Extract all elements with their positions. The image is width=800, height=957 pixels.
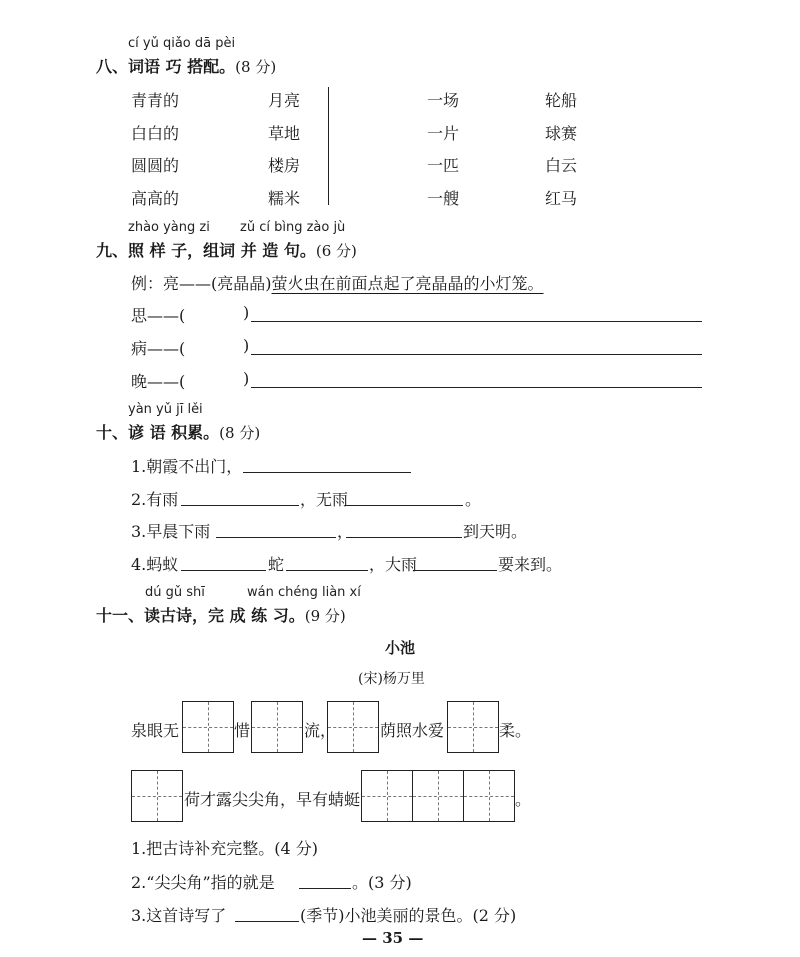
poem-grid-box[interactable] (463, 770, 515, 822)
poem-line1-a: 泉眼无 (131, 721, 180, 740)
poem-q2-blank[interactable] (299, 888, 351, 889)
word[interactable]: 一场 (427, 91, 460, 110)
word[interactable]: 高高的 (131, 189, 180, 208)
word[interactable]: 一片 (427, 124, 460, 143)
poem-author: (宋)杨万里 (358, 671, 425, 687)
poem-line1-b: 惜 (234, 721, 251, 740)
proverb-q4-blank1[interactable] (181, 570, 266, 571)
poem-grid-box[interactable] (182, 701, 234, 753)
poem-title: 小池 (385, 639, 416, 657)
section9-title: 九、照 样 子，组词 并 造 句。 (96, 241, 316, 260)
proverb-q4a: 4.蚂蚁 (131, 555, 179, 574)
proverb-q1-blank[interactable] (243, 472, 411, 473)
proverb-q3c: 到天明。 (463, 522, 528, 541)
section9-points: (6 分) (315, 242, 357, 260)
item-wan-sentence-blank[interactable] (251, 387, 702, 388)
proverb-q4c: ，大雨 (369, 555, 418, 574)
poem-line1-c: 流， (304, 721, 337, 740)
section10-title: 十、谚 语 积累。 (96, 423, 220, 442)
poem-line2-a: 荷才露尖尖角，早有蜻蜓 (184, 790, 361, 809)
section8-pinyin: cí yǔ qiǎo dā pèi (128, 36, 236, 51)
word[interactable]: 球赛 (545, 124, 578, 143)
proverb-q2-blank2[interactable] (346, 505, 463, 506)
proverb-q2a: 2.有雨 (131, 490, 179, 509)
section10-pinyin: yàn yǔ jī lěi (128, 402, 203, 417)
item-si-sentence-blank[interactable] (251, 321, 702, 322)
poem-line2-b: 。 (515, 790, 532, 809)
section11-points: (9 分) (304, 607, 346, 625)
poem-grid-box[interactable] (447, 701, 499, 753)
section10-heading (96, 420, 260, 443)
item-wan-close: ) (243, 369, 250, 388)
section11-pinyin2: wán chéng liàn xí (247, 585, 361, 600)
section8-heading (96, 54, 276, 77)
example-line (131, 271, 544, 294)
section9-pinyin1: zhào yàng zi (128, 220, 210, 235)
section11-heading (96, 603, 346, 626)
section11-title: 十一、读古诗，完 成 练 习。 (96, 606, 305, 625)
section9-heading (96, 238, 357, 261)
example-prefix: 例：亮—— (131, 274, 212, 293)
example-word: (亮晶晶) (211, 274, 272, 293)
word[interactable]: 草地 (268, 124, 301, 143)
word[interactable]: 一艘 (427, 189, 460, 208)
poem-q2b: 。(3 分) (352, 873, 412, 892)
section11-pinyin1: dú gǔ shī (145, 585, 205, 600)
proverb-q2-blank1[interactable] (181, 505, 299, 506)
word[interactable]: 红马 (545, 189, 578, 208)
poem-line1-d: 荫照水爱 (380, 721, 445, 740)
section8-title: 八、词语 巧 搭配。 (96, 57, 236, 76)
poem-grid-box[interactable] (412, 770, 464, 822)
word[interactable]: 楼房 (268, 156, 301, 175)
proverb-q4-blank3[interactable] (413, 570, 497, 571)
poem-grid-box[interactable] (361, 770, 413, 822)
poem-grid-box[interactable] (251, 701, 303, 753)
word[interactable]: 青青的 (131, 91, 180, 110)
item-si-close: ) (243, 303, 250, 322)
proverb-q4d: 要来到。 (498, 555, 563, 574)
section10-points: (8 分) (219, 424, 261, 442)
item-bing-sentence-blank[interactable] (251, 354, 702, 355)
match-divider (328, 87, 329, 205)
poem-grid-box[interactable] (131, 770, 183, 822)
example-sentence: 萤火虫在前面点起了亮晶晶的小灯笼。 (271, 274, 544, 293)
proverb-q4-blank2[interactable] (286, 570, 368, 571)
poem-q1: 1.把古诗补充完整。(4 分) (131, 839, 319, 858)
word[interactable]: 白白的 (131, 124, 180, 143)
section9-pinyin2: zǔ cí bìng zào jù (240, 220, 346, 235)
poem-q3a: 3.这首诗写了 (131, 906, 227, 925)
proverb-q1: 1.朝霞不出门， (131, 457, 243, 476)
proverb-q2c: 。 (465, 490, 482, 509)
word[interactable]: 圆圆的 (131, 156, 180, 175)
proverb-q3a: 3.早晨下雨 (131, 522, 211, 541)
proverb-q3-blank2[interactable] (346, 537, 462, 538)
word[interactable]: 月亮 (268, 91, 301, 110)
proverb-q3-blank1[interactable] (216, 537, 336, 538)
poem-grid-box[interactable] (327, 701, 379, 753)
item-bing-char: 病——( (131, 339, 186, 358)
poem-q3-blank[interactable] (235, 921, 299, 922)
item-bing-close: ) (243, 336, 250, 355)
poem-line1-e: 柔。 (499, 721, 532, 740)
word[interactable]: 白云 (545, 156, 578, 175)
word[interactable]: 糯米 (268, 189, 301, 208)
word[interactable]: 一匹 (427, 156, 460, 175)
poem-q3b: (季节)小池美丽的景色。(2 分) (300, 906, 517, 925)
section8-points: (8 分) (235, 58, 277, 76)
proverb-q4b: 蛇 (268, 555, 285, 574)
proverb-q3b: ， (337, 522, 354, 541)
proverb-q2b: ，无雨 (300, 490, 349, 509)
item-wan-char: 晚——( (131, 372, 186, 391)
page-number: — 35 — (362, 929, 424, 947)
poem-q2a: 2.“尖尖角”指的就是 (131, 873, 275, 892)
item-si-char: 思——( (131, 306, 186, 325)
word[interactable]: 轮船 (545, 91, 578, 110)
